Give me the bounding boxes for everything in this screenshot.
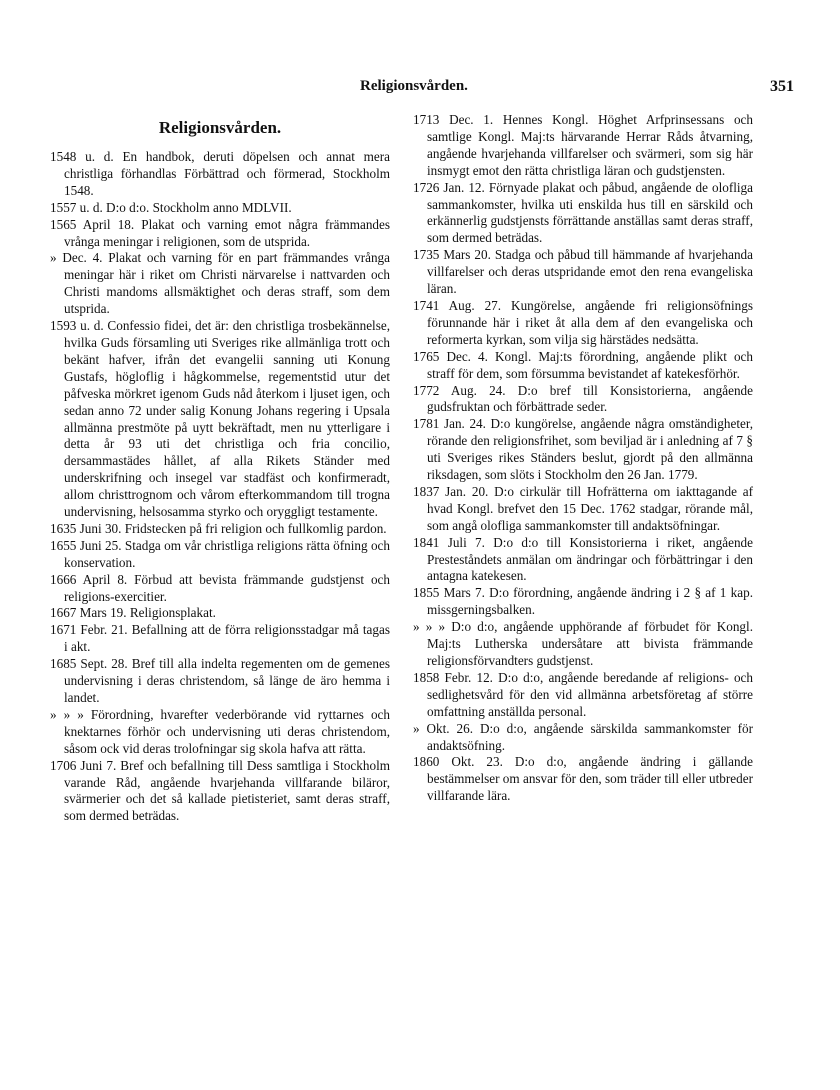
list-item: 1666 April 8. Förbud att bevista främmande gudstjenst och religions-exercitier. — [50, 571, 390, 604]
running-head: Religionsvården. — [360, 78, 468, 94]
list-item: 1548 u. d. En handbok, deruti döpelsen och annat mera christliga förhandlas Förbättrad och förmerad, Stockholm 1548. — [50, 149, 390, 198]
list-item: 1837 Jan. 20. D:o cirkulär till Hofrätterna om iakttagande af hvad Kongl. brefvet den 15 Dec. 1762 stadgar, rörande mål, som angå olofliga sammankomster till andaktsöfningar. — [413, 483, 753, 533]
list-item: 1781 Jan. 24. D:o kungörelse, angående några omständigheter, rörande den religionsfrihet, som beviljad är i anledning af 7 § uti Sveriges rikes Ständers beslut, gjordt på den allmänna riksdagen, som slöts i Stockholm den 26 Jan. 1779. — [413, 416, 753, 483]
list-item: 1565 April 18. Plakat och varning emot några främmandes vrånga meningar i religionen, som de utsprida. — [50, 216, 390, 249]
list-item: 1841 Juli 7. D:o d:o till Konsistorierna i riket, angående Presteståndets anmälan om ändringar och förbättringar i den antagna katekesen. — [413, 534, 753, 584]
list-item: 1706 Juni 7. Bref och befallning till Dess samtliga i Stockholm varande Råd, angående hvarjehanda villfarande biläror, svärmerier och det så kallade pietisteriet, samt deras straff, som dermed beträdas. — [50, 757, 390, 824]
list-item: 1765 Dec. 4. Kongl. Maj:ts förordning, angående plikt och straff för dem, som försumma bevistandet af katekesförhör. — [413, 348, 753, 381]
list-item: 1858 Febr. 12. D:o d:o, angående beredande af religions- och sedlighetsvård för den vid allmänna arbetsföretag af större omfattning anställda personal. — [413, 669, 753, 719]
list-item: 1593 u. d. Confessio fidei, det är: den christliga trosbekännelse, hvilka Guds församling uti Sveriges rike allmänliga trott och bekänt hafver, ifrån det evangelii sanning uti Konung Gustafs, högloflig i hågkommelse, regementstid utur det påfveska mörkret igenom Guds nåd återkom i ljuset igen, och sedan anno 72 under salig Konung Johans regering i Upsala allmänna prestmöte på uytt bekräftadt, men nu ytterligare i detta år 93 uti det christliga och fria concilio, dersammastädes hållet, af alla Rikets Ständer med underskrifning och insegel var stadfäst och konfirmeradt, allom christtrognom och vårom efterkommandom till trogna undervisning, helsosamma styrko och oryggligt testamente. — [50, 318, 390, 520]
list-item: 1635 Juni 30. Fridstecken på fri religion och fullkomlig pardon. — [50, 520, 387, 536]
list-item: 1667 Mars 19. Religionsplakat. — [50, 605, 216, 621]
list-item: » » » D:o d:o, angående upphörande af förbudet för Kongl. Maj:ts Lutherska undersåtare att bivista främmande religionsförvandters gudstjenst. — [413, 619, 753, 668]
list-item: 1726 Jan. 12. Förnyade plakat och påbud, angående de olofliga sammankomster, hvilka uti enskilda hus till en särskild och erkännerlig gudstjensts förrättande anställas samt deras straff, som dermed beträdas. — [413, 179, 753, 246]
list-item: 1655 Juni 25. Stadga om vår christliga religions rätta öfning och konservation. — [50, 537, 390, 570]
list-item: 1713 Dec. 1. Hennes Kongl. Höghet Arfprinsessans och samtlige Kongl. Maj:ts härvarande Herrar Råds åtvarning, angående hvarjehanda villfarelser och svärmeri, som sig här insmygt emot den rätta christliga läran och gudstjensten. — [413, 112, 753, 178]
list-item: 1741 Aug. 27. Kungörelse, angående fri religionsöfnings förunnande här i riket åt alla dem af den evangeliska och reformerta kyrkan, som vilja sig härstädes nedsätta. — [413, 297, 753, 347]
list-item: 1685 Sept. 28. Bref till alla indelta regementen om de gemenes undervisning i deras christendom, så länge de äro hemma i landet. — [50, 656, 390, 705]
right-column — [413, 112, 753, 805]
list-item: 1557 u. d. D:o d:o. Stockholm anno MDLVII. — [50, 199, 292, 215]
list-item: 1671 Febr. 21. Befallning att de förra religionsstadgar må tagas i akt. — [50, 622, 390, 655]
page-number: 351 — [770, 78, 794, 95]
list-item: 1735 Mars 20. Stadga och påbud till hämmande af hvarjehanda villfarelser och deras utspridande emot den rena evangeliska läran. — [413, 247, 753, 297]
list-item: 1772 Aug. 24. D:o bref till Konsistorierna, angående gudsfruktan och förbättrade seder. — [413, 382, 753, 415]
list-item: » Okt. 26. D:o d:o, angående särskilda sammankomster för andaktsöfning. — [413, 720, 753, 753]
list-item: » Dec. 4. Plakat och varning för en part främmandes vrånga meningar här i riket om Christi närvarelse i nattvarden och Christi mandoms allsmäktighet och deras straff, som dem utsprida. — [50, 250, 390, 317]
list-item: » » » Förordning, hvarefter vederbörande vid ryttarnes och knektarnes förhör och undervisning uti deras christendom, såsom ock vid deras trolofningar sig skola hafva att rätta. — [50, 706, 390, 756]
list-item: 1855 Mars 7. D:o förordning, angående ändring i 2 § af 1 kap. missgerningsbalken. — [413, 585, 753, 618]
section-title: Religionsvården. — [158, 118, 282, 137]
left-column — [50, 118, 390, 825]
list-item: 1860 Okt. 23. D:o d:o, angående ändring i gällande bestämmelser om ansvar för den, som träder till eller utbreder villfarande lära. — [413, 754, 753, 804]
